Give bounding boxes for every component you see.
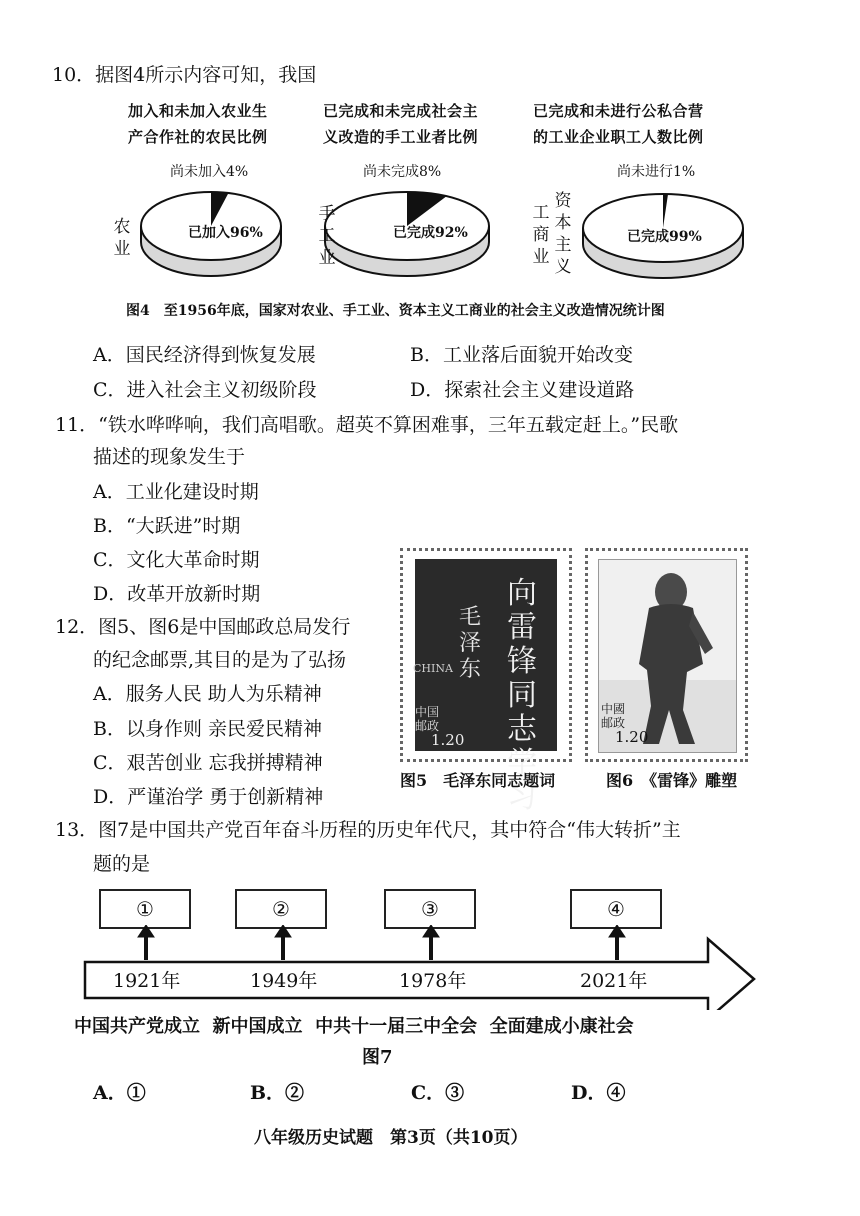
pie1-label: 已加入96% [188,225,263,241]
timeline-box-4: ④ [570,889,662,929]
pie3-title-line1: 已完成和未进行公私合营 [533,102,704,120]
stamp2-post-line2: 邮政 [601,716,626,730]
q13-option-b[interactable]: B．② [250,1082,305,1104]
pie3-label: 已完成99% [627,229,702,245]
q12-option-d[interactable]: D．严谨治学 勇于创新精神 [93,786,324,808]
pie2-side-label: 手工业 [318,204,336,268]
timeline-events: 中国共产党成立 新中国成立 中共十一届三中全会 全面建成小康社会 [74,1016,634,1037]
q13-stem-line1: 13．图7是中国共产党百年奋斗历程的历史年代尺，其中符合“伟大转折”主 [55,819,681,841]
q11-option-d[interactable]: D．改革开放新时期 [93,583,261,605]
q10-option-c[interactable]: C．进入社会主义初级阶段 [93,379,317,401]
stamp-figure6 [585,548,748,762]
calligraphy-signature: 毛泽东 [459,605,482,682]
pie1-title-line2: 产合作社的农民比例 [128,128,268,146]
q13-option-a[interactable]: A．① [93,1082,146,1104]
q12-option-a[interactable]: A．服务人民 助人为乐精神 [93,683,322,705]
pie2-note: 尚未完成8% [363,164,442,180]
pie3-side-label-a: 资本主义 [554,191,572,277]
page-footer: 八年级历史试题 第3页（共10页） [254,1128,528,1148]
pie1-side-label: 农业 [113,217,131,259]
pie1-title-line1: 加入和未加入农业生 [128,102,268,120]
figure6-caption: 图6 《雷锋》雕塑 [606,771,738,790]
timeline-box-2: ② [235,889,327,929]
stamp1-post-line1: 中国 [415,705,440,719]
stamp2-value: 1.20 [615,728,649,746]
pie3-title-line2: 的工业企业职工人数比例 [533,128,704,146]
calligraphy-text: 向雷锋同志学习 [507,576,537,815]
timeline-year-1921: 1921年 [113,970,181,992]
q10-stem: 10．据图4所示内容可知，我国 [52,64,317,86]
q10-option-d[interactable]: D．探索社会主义建设道路 [410,379,635,401]
q11-option-a[interactable]: A．工业化建设时期 [93,481,259,503]
timeline-year-1949: 1949年 [250,970,318,992]
pie3-side-label-b: 工商业 [532,203,550,267]
figure5-caption: 图5 毛泽东同志题词 [400,771,556,790]
q13-option-d[interactable]: D．④ [571,1082,626,1104]
q11-stem-line2: 描述的现象发生于 [93,446,246,468]
stamp1-post-line2: 邮政 [415,719,440,733]
stamp1-country: CHINA [413,662,453,675]
stamp2-post-line1: 中國 [601,702,626,716]
timeline-box-1: ① [99,889,191,929]
q12-stem-line1: 12．图5、图6是中国邮政总局发行 [55,616,351,638]
q13-option-c[interactable]: C．③ [411,1082,465,1104]
q12-option-c[interactable]: C．艰苦创业 忘我拼搏精神 [93,752,323,774]
q13-stem-line2: 题的是 [93,853,151,875]
pie3-note: 尚未进行1% [617,164,696,180]
pie2-title-line2: 义改造的手工业者比例 [323,128,479,146]
pie2-title-line1: 已完成和未完成社会主 [323,102,479,120]
q10-option-a[interactable]: A．国民经济得到恢复发展 [93,344,316,366]
figure7-caption: 图7 [362,1047,393,1068]
q10-option-b[interactable]: B．工业落后面貌开始改变 [410,344,633,366]
q12-stem-line2: 的纪念邮票,其目的是为了弘扬 [93,649,347,671]
timeline-box-3: ③ [384,889,476,929]
stamp1-value: 1.20 [431,731,465,749]
pie2-label: 已完成92% [393,225,468,241]
q11-option-c[interactable]: C．文化大革命时期 [93,549,260,571]
timeline-year-2021: 2021年 [580,970,648,992]
q11-stem-line1: 11．“铁水哗哗响，我们高唱歌。超英不算困难事，三年五载定赶上。”民歌 [55,414,679,436]
pie1-note: 尚未加入4% [170,164,249,180]
timeline-year-1978: 1978年 [399,970,467,992]
q12-option-b[interactable]: B．以身作则 亲民爱民精神 [93,718,323,740]
q11-option-b[interactable]: B．“大跃进”时期 [93,515,241,537]
figure4-caption: 图4 至1956年底，国家对农业、手工业、资本主义工商业的社会主义改造情况统计图 [126,303,665,319]
